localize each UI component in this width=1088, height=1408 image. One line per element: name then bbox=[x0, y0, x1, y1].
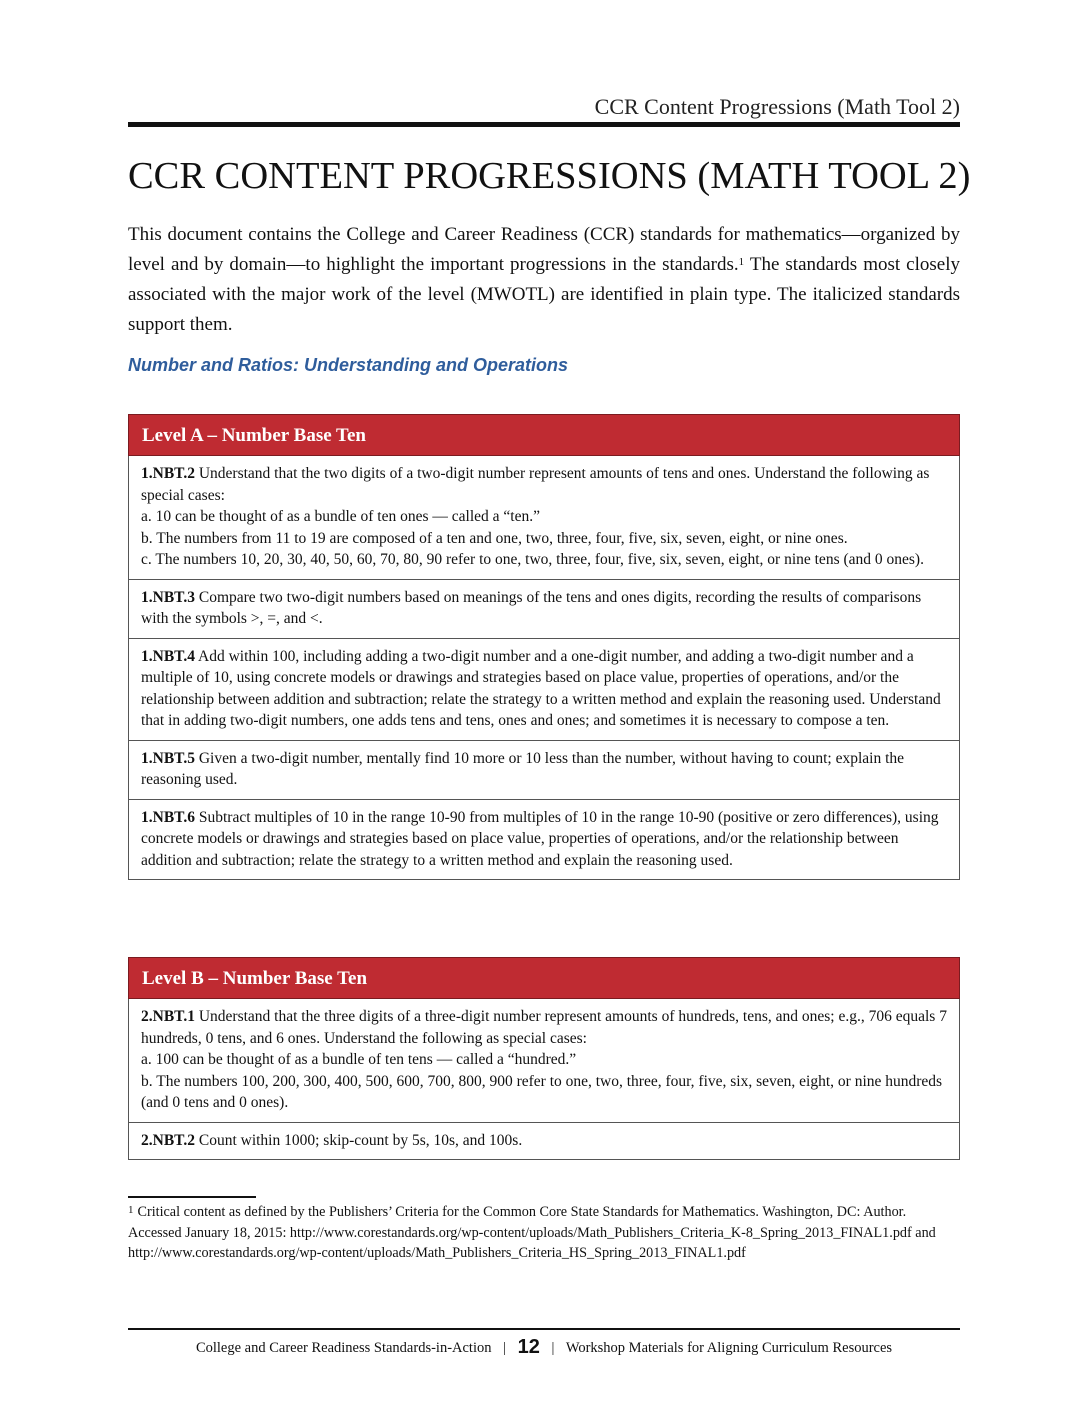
standard-line: b. The numbers from 11 to 19 are composed of a ten and one, two, three, four, five, six, seven, eight, or nine ones. bbox=[141, 529, 848, 547]
standard-text bbox=[141, 1130, 947, 1152]
footer-right: Workshop Materials for Aligning Curriculum Resources bbox=[565, 1340, 893, 1356]
standard-row bbox=[129, 456, 960, 580]
standard-code: 2.NBT.2 bbox=[141, 1131, 195, 1149]
standard-line: Subtract multiples of 10 in the range 10-90 from multiples of 10 in the range 10-90 (positive or zero differences), using concrete models or drawings and strategies based on place value, properties of operations, and/or the relationship between addition and subtraction; relate the strategy to a written method and explain the reasoning used. bbox=[141, 808, 939, 869]
standard-row bbox=[129, 740, 960, 799]
footer-left: College and Career Readiness Standards-in-Action bbox=[195, 1340, 492, 1356]
level-a-header bbox=[129, 415, 960, 456]
running-head: CCR Content Progressions (Math Tool 2) bbox=[594, 94, 960, 119]
standard-line: Add within 100, including adding a two-digit number and a one-digit number, and adding a two-digit number and a multiple of 10, using concrete models or drawings and strategies based on place value, properties of operations, and/or the relationship between addition and subtraction; relate the strategy to a written method and explain the reasoning used. Understand that in adding two-digit numbers, one adds tens and tens, ones and ones; and sometimes it is necessary to compose a ten. bbox=[141, 647, 941, 729]
footer-rule bbox=[128, 1328, 960, 1330]
standard-line: Compare two two-digit numbers based on meanings of the tens and ones digits, recording the results of comparisons with the symbols >, =, and <. bbox=[141, 588, 922, 627]
standard-code: 1.NBT.6 bbox=[141, 808, 195, 826]
standard-cell bbox=[129, 799, 960, 880]
footer-separator: | bbox=[503, 1340, 507, 1356]
standard-text bbox=[141, 463, 947, 506]
section-heading: Number and Ratios: Understanding and Operations bbox=[128, 355, 569, 375]
standard-line: Understand that the two digits of a two-digit number represent amounts of tens and ones. Understand the following as special cases: bbox=[141, 465, 930, 504]
standard-line: c. The numbers 10, 20, 30, 40, 50, 60, 70, 80, 90 refer to one, two, three, four, five, six, seven, eight, or nine tens (and 0 ones). bbox=[141, 551, 924, 568]
standard-row bbox=[129, 999, 960, 1123]
footnote-rule bbox=[128, 1196, 256, 1198]
standard-code: 1.NBT.4 bbox=[141, 647, 195, 665]
standard-cell bbox=[129, 1122, 960, 1160]
page-footer bbox=[128, 1336, 960, 1359]
intro-text: This document contains the College and Career Readiness (CCR) standards for mathematics—organized by level and by domain—to highlight the important progressions in the standards. bbox=[128, 224, 960, 275]
standard-code: 1.NBT.2 bbox=[141, 465, 195, 482]
standard-text bbox=[141, 1006, 947, 1049]
standard-row bbox=[129, 799, 960, 880]
standard-line: a. 100 can be thought of as a bundle of ten tens — called a “hundred.” bbox=[141, 1051, 577, 1068]
level-b-standards bbox=[129, 999, 960, 1160]
footer-separator: | bbox=[551, 1340, 555, 1356]
standard-cell bbox=[129, 740, 960, 799]
standard-cell bbox=[129, 579, 960, 638]
standard-row bbox=[129, 638, 960, 740]
standard-code: 1.NBT.3 bbox=[141, 588, 195, 606]
standard-line: Count within 1000; skip-count by 5s, 10s, and 100s. bbox=[198, 1131, 523, 1149]
level-b-table bbox=[128, 957, 960, 1160]
level-a-standards bbox=[129, 456, 960, 880]
standard-text bbox=[141, 748, 947, 791]
standard-text bbox=[141, 646, 947, 732]
header-rule bbox=[128, 122, 960, 127]
standard-subitem bbox=[141, 549, 947, 571]
standard-row bbox=[129, 1122, 960, 1160]
standard-subitem bbox=[141, 1049, 947, 1071]
page-number: 12 bbox=[517, 1336, 540, 1358]
footnote-text: Critical content as defined by the Publishers’ Criteria for the Common Core State Standards for Mathematics. Washington, DC: Author. Accessed January 18, 2015: http://www.corestandards.org/wp-content/uploads/Math_Publishers_Criteria_K-8_Spring_2013_FINAL1.pdf and http://www.corestandards.org/wp-content/uploads/Math_Publishers_Criteria_HS_Spring_2013_FINAL1.pdf bbox=[128, 1204, 936, 1261]
page-title: CCR CONTENT PROGRESSIONS (MATH TOOL 2) bbox=[128, 155, 971, 197]
intro-text-2: The standards most closely associated with the major work of the level (MWOTL) are identified in plain type. The italicized standards support them. bbox=[128, 254, 960, 335]
standard-line: Understand that the three digits of a three-digit number represent amounts of hundreds, tens, and ones; e.g., 706 equals 7 hundreds, 0 tens, and 6 ones. Understand the following as special cases: bbox=[141, 1008, 947, 1047]
standard-subitem bbox=[141, 506, 947, 528]
level-b-header bbox=[129, 958, 960, 999]
standard-cell bbox=[129, 456, 960, 580]
standard-line: a. 10 can be thought of as a bundle of ten ones — called a “ten.” bbox=[141, 508, 540, 525]
standard-row bbox=[129, 579, 960, 638]
footnote bbox=[128, 1202, 960, 1264]
footnote-ref[interactable]: 1 bbox=[738, 256, 745, 268]
standard-code: 2.NBT.1 bbox=[141, 1008, 195, 1025]
standard-cell bbox=[129, 638, 960, 740]
standard-line: b. The numbers 100, 200, 300, 400, 500, 600, 700, 800, 900 refer to one, two, three, four, five, six, seven, eight, or nine hundreds (and 0 tens and 0 ones). bbox=[141, 1072, 943, 1111]
level-a-table bbox=[128, 414, 960, 880]
standard-text bbox=[141, 587, 947, 630]
standard-cell bbox=[129, 999, 960, 1123]
standard-text bbox=[141, 807, 947, 872]
footnote-number: 1 bbox=[128, 1204, 134, 1216]
level-a-header-text: Level A – Number Base Ten bbox=[142, 425, 366, 446]
standard-code: 1.NBT.5 bbox=[141, 749, 195, 767]
intro-paragraph bbox=[128, 220, 960, 340]
standard-subitem bbox=[141, 1071, 947, 1114]
standard-line: Given a two-digit number, mentally find 10 more or 10 less than the number, without having to count; explain the reasoning used. bbox=[141, 749, 905, 788]
level-b-header-text: Level B – Number Base Ten bbox=[142, 968, 368, 989]
standard-subitem bbox=[141, 528, 947, 550]
